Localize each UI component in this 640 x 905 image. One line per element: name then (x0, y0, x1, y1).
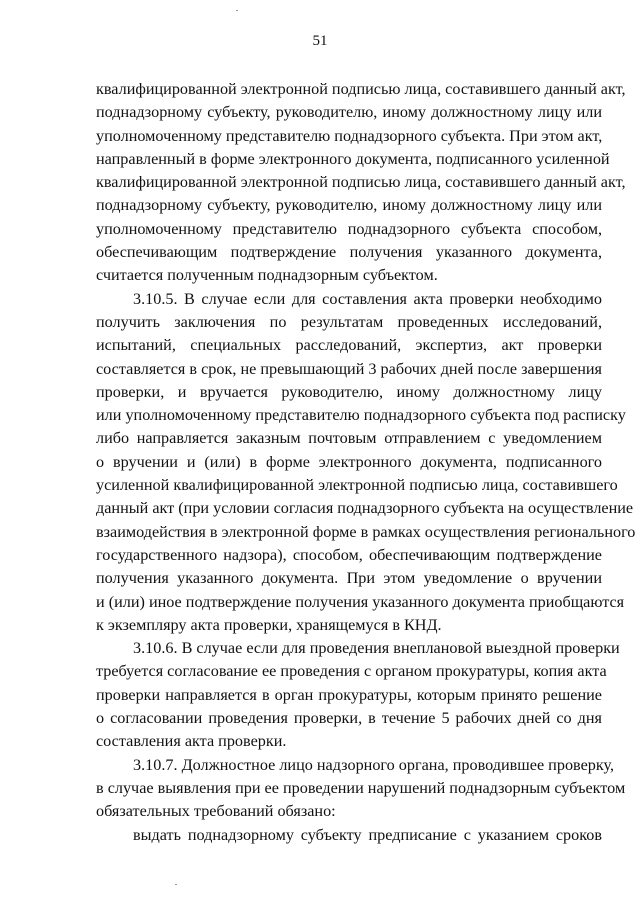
text-line: квалифицированной электронной подписью лица, составившего данный акт, (96, 173, 626, 192)
text-line: в случае выявления при ее проведении нарушений поднадзорным субъектом (96, 778, 626, 797)
text-line: поднадзорному субъекту, руководителю, иному должностному лицу или (96, 103, 602, 122)
text-line: данный акт (при условии согласия поднадзорного субъекта на осуществление (96, 499, 634, 518)
text-line: квалифицированной электронной подписью лица, составившего данный акт, (96, 80, 626, 98)
text-line: к экземпляру акта проверки, хранящемуся в КНД. (96, 615, 442, 634)
paragraph (96, 824, 602, 847)
text-line: государственного надзора), способом, обеспечивающим подтверждение (96, 545, 602, 564)
page-number: 51 (312, 33, 328, 49)
text-line: 3.10.5. В случае если для составления акта проверки необходимо (133, 289, 602, 308)
paragraph (96, 288, 636, 637)
text-line: или уполномоченному представителю поднадзорного субъекта под расписку (96, 406, 626, 425)
text-line: 3.10.7. Должностное лицо надзорного органа, проводившее проверку, (133, 755, 615, 774)
text-line: о вручении и (или) в форме электронного документа, подписанного (96, 452, 602, 471)
text-line: уполномоченному представителю поднадзорного субъекта. При этом акт, (96, 126, 603, 145)
text-line: взаимодействия в электронной форме в рамках осуществления регионального (96, 522, 636, 541)
text-line: о согласовании проведения проверки, в течение 5 рабочих дней со дня (96, 709, 602, 728)
text-line: получения указанного документа. При этом уведомление о вручении (96, 569, 602, 588)
text-line: считается полученным поднадзорным субъектом. (96, 266, 438, 285)
text-line: обеспечивающим подтверждение получения указанного документа, (96, 243, 602, 262)
paragraph (96, 78, 626, 288)
paragraph (96, 637, 620, 753)
text-line: получить заключения по результатам проведенных исследований, (96, 312, 602, 331)
text-line: уполномоченному представителю поднадзорного субъекта способом, (96, 219, 602, 238)
scan-speck (236, 10, 238, 11)
text-line: либо направляется заказным почтовым отправлением с уведомлением (96, 429, 602, 448)
paragraph (96, 754, 626, 824)
text-line: направленный в форме электронного документа, подписанного усиленной (96, 149, 610, 168)
document-body (96, 78, 636, 847)
text-line: обязательных требований обязано: (96, 802, 336, 821)
text-line: усиленной квалифицированной электронной подписью лица, составившего (96, 476, 618, 495)
text-line: проверки направляется в орган прокуратуры, которым принято решение (96, 685, 602, 704)
text-line: составляется в срок, не превышающий 3 рабочих дней после завершения (96, 359, 602, 378)
text-line: требуется согласование ее проведения с органом прокуратуры, копия акта (96, 662, 607, 681)
text-line: 3.10.6. В случае если для проведения внеплановой выездной проверки (133, 639, 620, 658)
text-line: составления акта проверки. (96, 732, 287, 751)
text-line: выдать поднадзорному субъекту предписание с указанием сроков (133, 825, 602, 844)
text-line: поднадзорному субъекту, руководителю, иному должностному лицу или (96, 196, 602, 215)
text-line: и (или) иное подтверждение получения указанного документа приобщаются (96, 592, 625, 611)
scan-speck (175, 884, 177, 885)
text-line: испытаний, специальных расследований, экспертиз, акт проверки (96, 336, 602, 355)
text-line: проверки, и вручается руководителю, иному должностному лицу (96, 382, 602, 401)
